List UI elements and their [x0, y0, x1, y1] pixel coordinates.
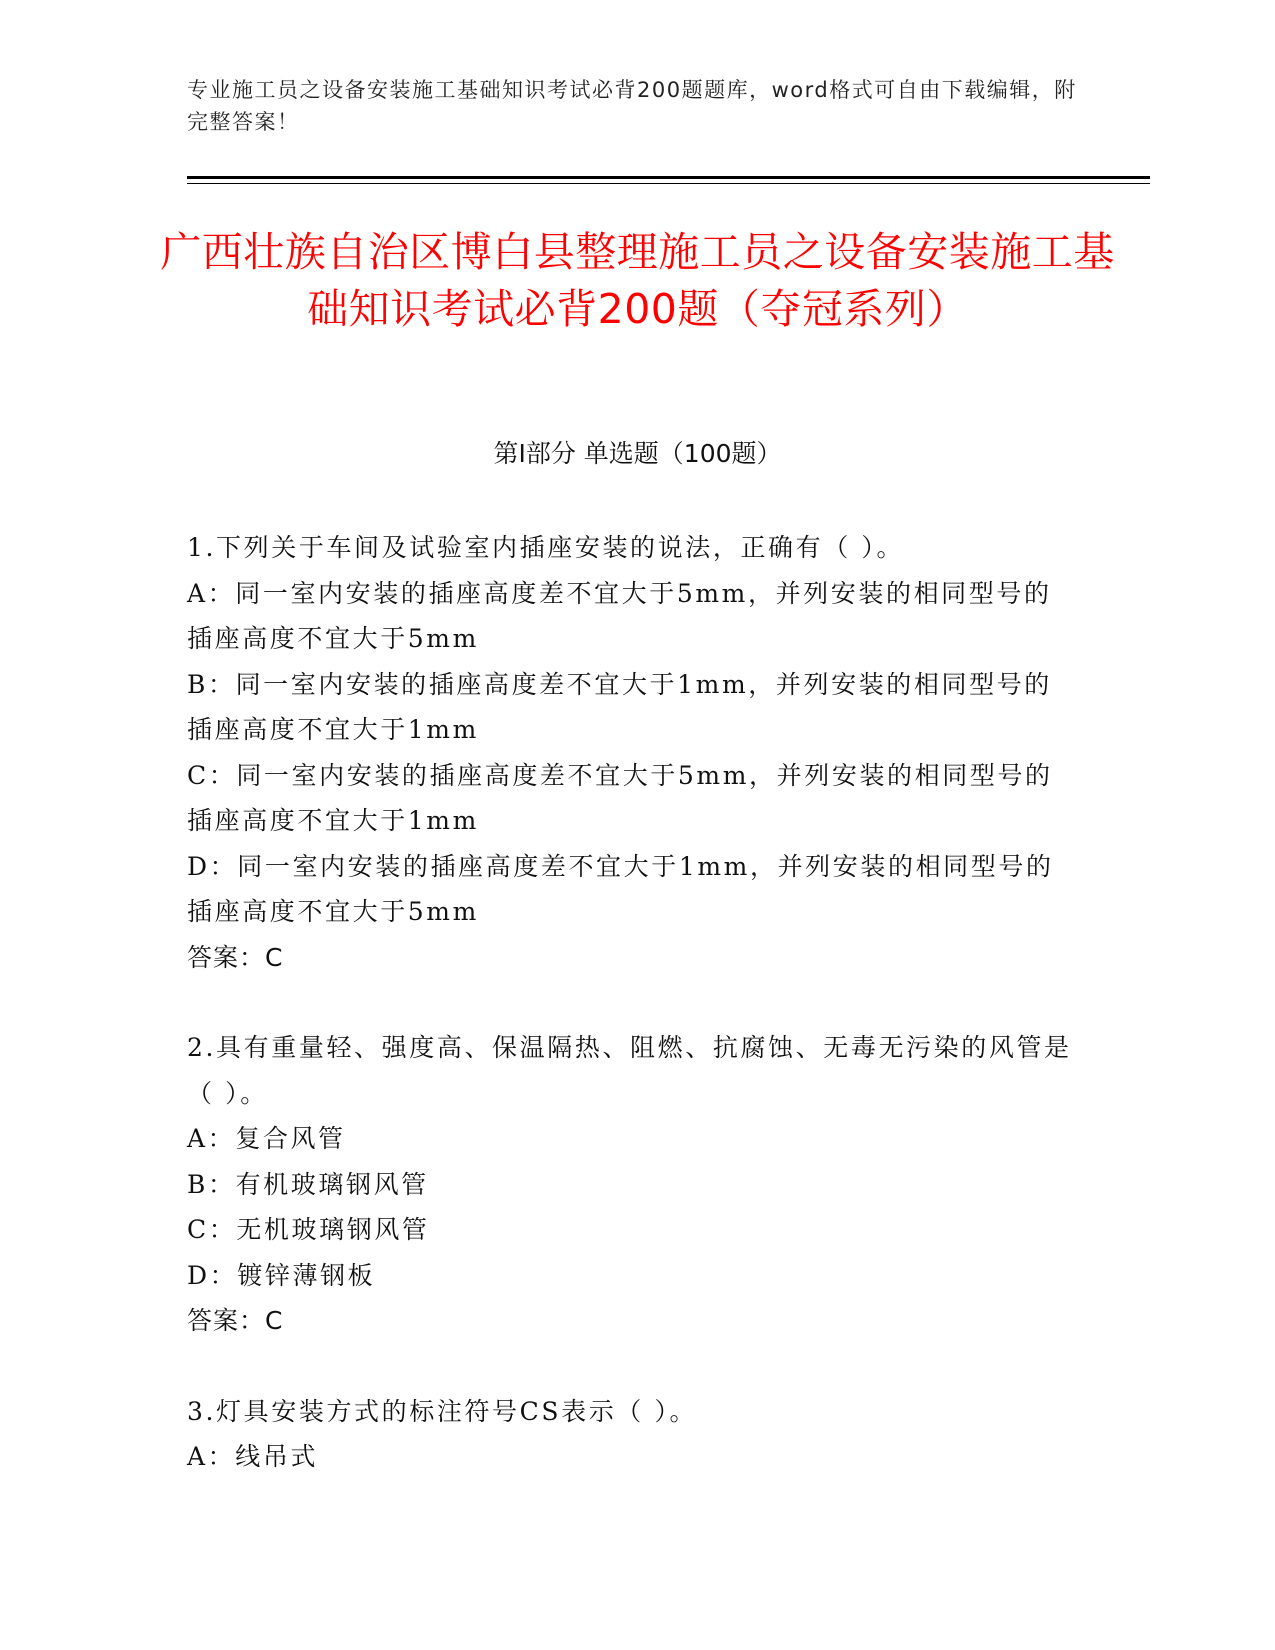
option-c: C：无机玻璃钢风管 — [187, 1215, 430, 1244]
header-note: 专业施工员之设备安装施工基础知识考试必背200题题库，word格式可自由下载编辑，附完整答案！ — [187, 78, 1077, 134]
section-title: 第Ⅰ部分 单选题（100题） — [493, 439, 782, 468]
header-divider-thin — [187, 183, 1150, 184]
document-title: 广西壮族自治区博白县整理施工员之设备安装施工基础知识考试必背200题（夺冠系列） — [160, 228, 1115, 333]
option-d: D：同一室内安装的插座高度差不宜大于1mm，并列安装的相同型号的插座高度不宜大于5mm — [187, 851, 1054, 926]
option-d: D：镀锌薄钢板 — [187, 1260, 376, 1290]
question-stem: 2.具有重量轻、强度高、保温隔热、阻燃、抗腐蚀、无毒无污染的风管是（ ）。 — [187, 1033, 1072, 1108]
option-b: B：有机玻璃钢风管 — [187, 1169, 429, 1199]
question-list — [187, 525, 1077, 1525]
answer-line: 答案：C — [187, 1306, 284, 1335]
option-c: C：同一室内安装的插座高度差不宜大于5mm，并列安装的相同型号的插座高度不宜大于1mm — [187, 760, 1053, 835]
answer-line: 答案：C — [187, 942, 284, 972]
question-item — [187, 1025, 1077, 1344]
option-a: A：复合风管 — [187, 1124, 346, 1153]
question-item — [187, 525, 1077, 980]
option-b: B：同一室内安装的插座高度差不宜大于1mm，并列安装的相同型号的插座高度不宜大于1mm — [187, 669, 1052, 744]
question-stem: 1.下列关于车间及试验室内插座安装的说法，正确有（ ）。 — [187, 533, 905, 562]
option-a: A：同一室内安装的插座高度差不宜大于5mm，并列安装的相同型号的插座高度不宜大于5mm — [187, 578, 1052, 653]
question-stem: 3.灯具安装方式的标注符号CS表示（ ）。 — [187, 1396, 698, 1426]
header-divider-thick — [187, 176, 1150, 179]
option-a: A：线吊式 — [187, 1442, 319, 1471]
question-item — [187, 1389, 1077, 1480]
